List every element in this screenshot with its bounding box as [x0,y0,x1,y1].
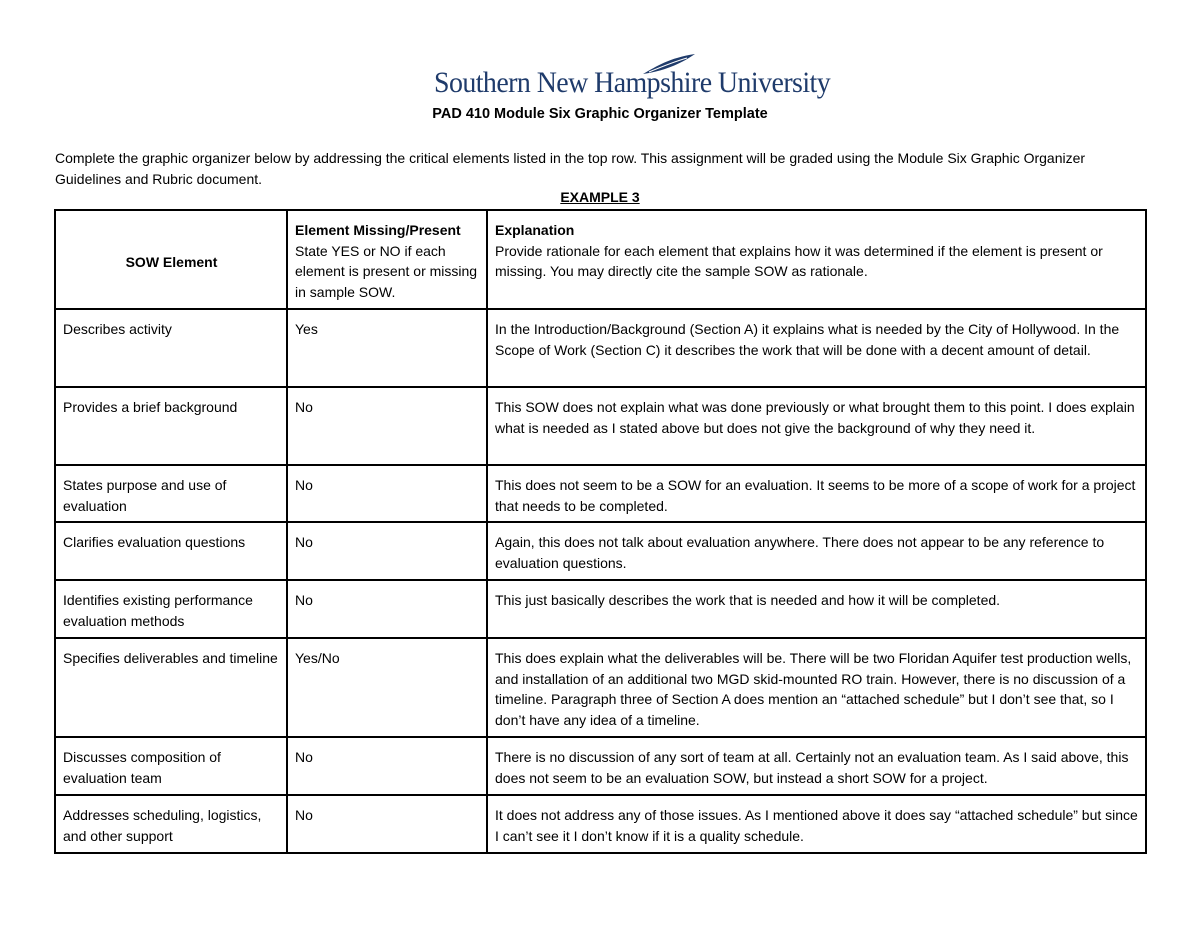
row-present: No [287,580,487,638]
header-explanation-title: Explanation [495,222,575,238]
row-explanation: This just basically describes the work that is needed and how it will be completed. [487,580,1146,638]
row-explanation: It does not address any of those issues. As I mentioned above it does say “attached schedule” but since I can’t see it I don’t know if it is a quality schedule. [487,795,1146,853]
table-header-row [55,210,1146,309]
header-missing-present [287,210,487,309]
table-row [55,638,1146,737]
row-present: No [287,387,487,465]
row-explanation: Again, this does not talk about evaluation anywhere. There does not appear to be any reference to evaluation questions. [487,522,1146,580]
table-row [55,737,1146,795]
row-element: Addresses scheduling, logistics, and other support [55,795,287,853]
row-explanation: There is no discussion of any sort of team at all. Certainly not an evaluation team. As I said above, this does not seem to be an evaluation SOW, but instead a short SOW for a project. [487,737,1146,795]
university-name: Southern New Hampshire University [434,66,831,99]
row-explanation: This does explain what the deliverables will be. There will be two Floridan Aquifer test production wells, and installation of an additional two MGD skid-mounted RO train. However, there is no discussion of a timeline. Paragraph three of Section A does mention an “attached schedule” but I don’t see that, so I don’t have any idea of a timeline. [487,638,1146,737]
header-sow-element: SOW Element [55,210,287,309]
university-logo [434,52,831,104]
row-present: No [287,465,487,522]
table-row [55,387,1146,465]
header-present-title: Element Missing/Present [295,222,461,238]
row-element: Identifies existing performance evaluation methods [55,580,287,638]
row-explanation: This does not seem to be a SOW for an evaluation. It seems to be more of a scope of work for a project that needs to be completed. [487,465,1146,522]
header-explanation-desc: Provide rationale for each element that explains how it was determined if the element is present or missing. You may directly cite the sample SOW as rationale. [495,242,1103,279]
row-present: No [287,522,487,580]
row-element: Discusses composition of evaluation team [55,737,287,795]
table-row [55,795,1146,853]
row-element: Clarifies evaluation questions [55,522,287,580]
row-element: Specifies deliverables and timeline [55,638,287,737]
row-present: Yes/No [287,638,487,737]
header-present-desc: State YES or NO if each element is present or missing in sample SOW. [295,242,478,300]
table-row [55,309,1146,387]
row-explanation: This SOW does not explain what was done previously or what brought them to this point. I does explain what is needed as I stated above but does not give the background of why they need it. [487,387,1146,465]
page-title: PAD 410 Module Six Graphic Organizer Template [432,106,768,122]
example-label: EXAMPLE 3 [560,189,640,205]
table-row [55,522,1146,580]
row-element: Describes activity [55,309,287,387]
table-row [55,465,1146,522]
row-present: Yes [287,309,487,387]
row-present: No [287,737,487,795]
row-explanation: In the Introduction/Background (Section A) it explains what is needed by the City of Hollywood. In the Scope of Work (Section C) it describes the work that will be done with a decent amount of detail. [487,309,1146,387]
row-element: Provides a brief background [55,387,287,465]
row-element: States purpose and use of evaluation [55,465,287,522]
intro-text: Complete the graphic organizer below by addressing the critical elements listed in the top row. This assignment will be graded using the Module Six Graphic Organizer Guidelines and Rubric document. [55,150,1086,187]
header-explanation [487,210,1146,309]
row-present: No [287,795,487,853]
table-row [55,580,1146,638]
graphic-organizer-table [54,209,1147,854]
